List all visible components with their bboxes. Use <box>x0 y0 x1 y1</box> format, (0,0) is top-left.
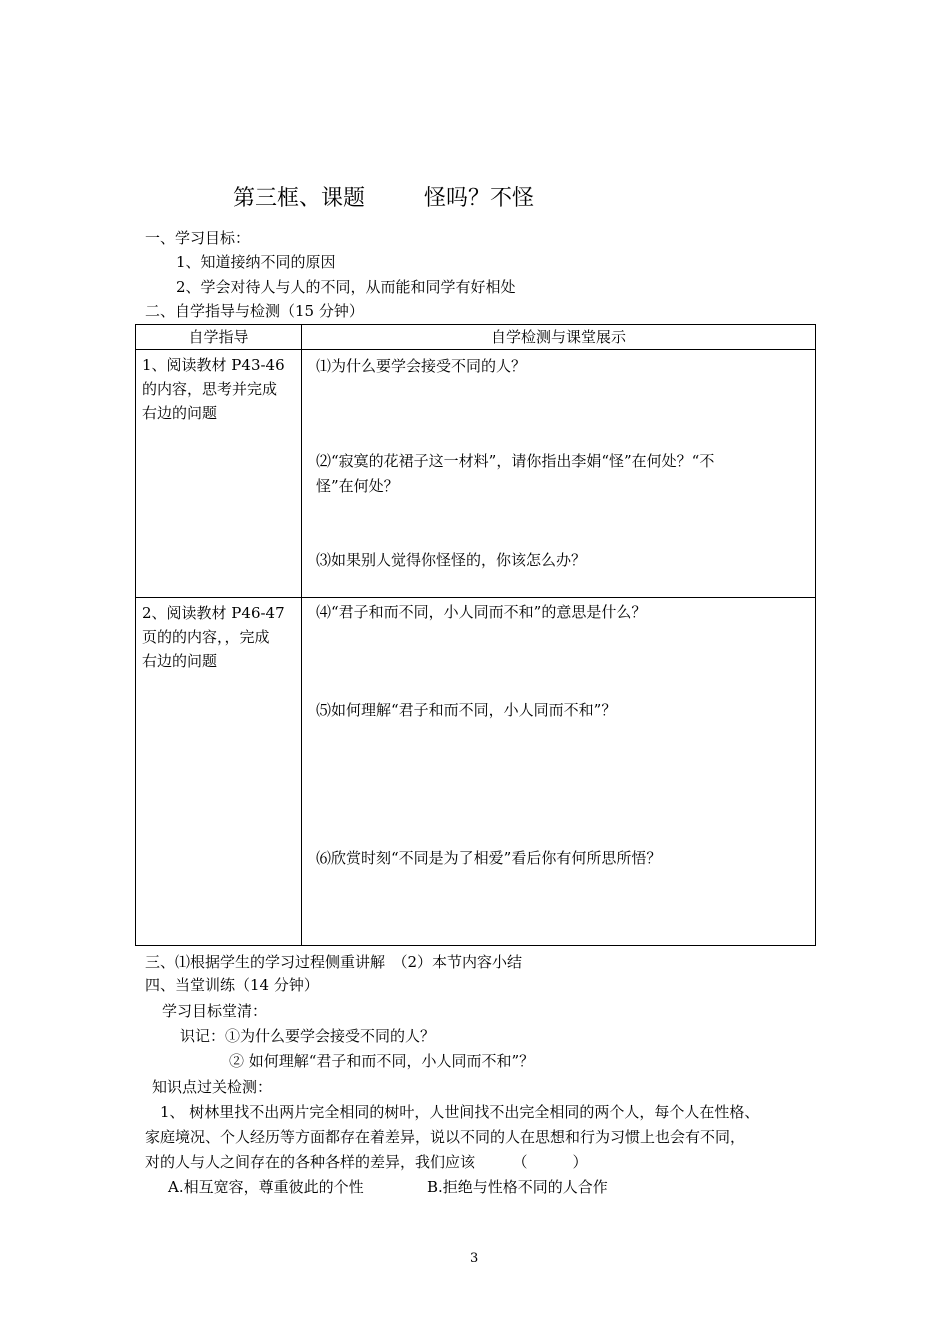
option-b: B.拒绝与性格不同的人合作 <box>427 1178 608 1196</box>
section4-heading: 四、当堂训练（14 分钟） <box>145 976 319 994</box>
title-part1: 第三框、课题 <box>233 186 366 211</box>
header-check: 自学检测与课堂展示 <box>302 325 816 350</box>
question-cell <box>302 598 816 946</box>
table-row <box>136 350 816 598</box>
guide-line: 右边的问题 <box>142 404 218 422</box>
goal-item-2: 2、学会对待人与人的不同，从而能和同学有好相处 <box>176 278 516 296</box>
question-5: ⑸如何理解“君子和而不同，小人同而不和”？ <box>316 701 617 719</box>
question1-line1: 1、 树林里找不出两片完全相同的树叶，人世间找不出完全相同的两个人，每个人在性格、 <box>160 1103 760 1121</box>
table-header-row <box>136 325 816 350</box>
goal-item-1: 1、知道接纳不同的原因 <box>176 253 336 271</box>
page-title <box>233 184 534 214</box>
guide-line: 1、阅读教材 P43-46 <box>142 356 285 374</box>
page-number: 3 <box>470 1251 479 1266</box>
question-2-line1: ⑵“寂寞的花裙子这一材料”，请你指出李娟“怪”在何处？“不 <box>316 452 715 470</box>
table-row <box>136 598 816 946</box>
question-4: ⑷“君子和而不同，小人同而不和”的意思是什么？ <box>316 603 647 621</box>
self-study-table <box>135 324 816 946</box>
goals-heading: 学习目标堂清： <box>162 1002 268 1020</box>
option-a: A.相互宽容，尊重彼此的个性 <box>168 1178 364 1196</box>
question1-line2: 家庭境况、个人经历等方面都存在着差异，说以不同的人在思想和行为习惯上也会有不同， <box>145 1128 746 1146</box>
section3-line: 三、⑴根据学生的学习过程侧重讲解 （2）本节内容小结 <box>145 953 523 971</box>
question-6: ⑹欣赏时刻“不同是为了相爱”看后你有何所思所悟？ <box>316 849 662 867</box>
check-heading: 知识点过关检测： <box>152 1078 273 1096</box>
guide-line: 右边的问题 <box>142 652 218 670</box>
question-1: ⑴为什么要学会接受不同的人？ <box>316 357 527 375</box>
guide-cell <box>136 350 302 598</box>
question-2-line2: 怪”在何处？ <box>316 477 399 495</box>
guide-line: 2、阅读教材 P46-47 <box>142 604 285 622</box>
header-guide: 自学指导 <box>136 325 302 350</box>
memorize-line-1: 识记：①为什么要学会接受不同的人？ <box>180 1027 436 1045</box>
guide-line: 的内容，思考并完成 <box>142 380 278 398</box>
section2-heading: 二、自学指导与检测（15 分钟） <box>145 302 364 320</box>
question-3: ⑶如果别人觉得你怪怪的，你该怎么办？ <box>316 551 587 569</box>
guide-line: 页的的内容，，完成 <box>142 628 270 646</box>
section1-heading: 一、学习目标： <box>145 229 251 247</box>
memorize-line-2: ② 如何理解“君子和而不同，小人同而不和”？ <box>229 1052 535 1070</box>
question1-line3: 对的人与人之间存在的各种各样的差异，我们应该 （ ） <box>145 1153 588 1171</box>
title-part2: 怪吗？不怪 <box>424 186 535 211</box>
question-cell <box>302 350 816 598</box>
guide-cell <box>136 598 302 946</box>
